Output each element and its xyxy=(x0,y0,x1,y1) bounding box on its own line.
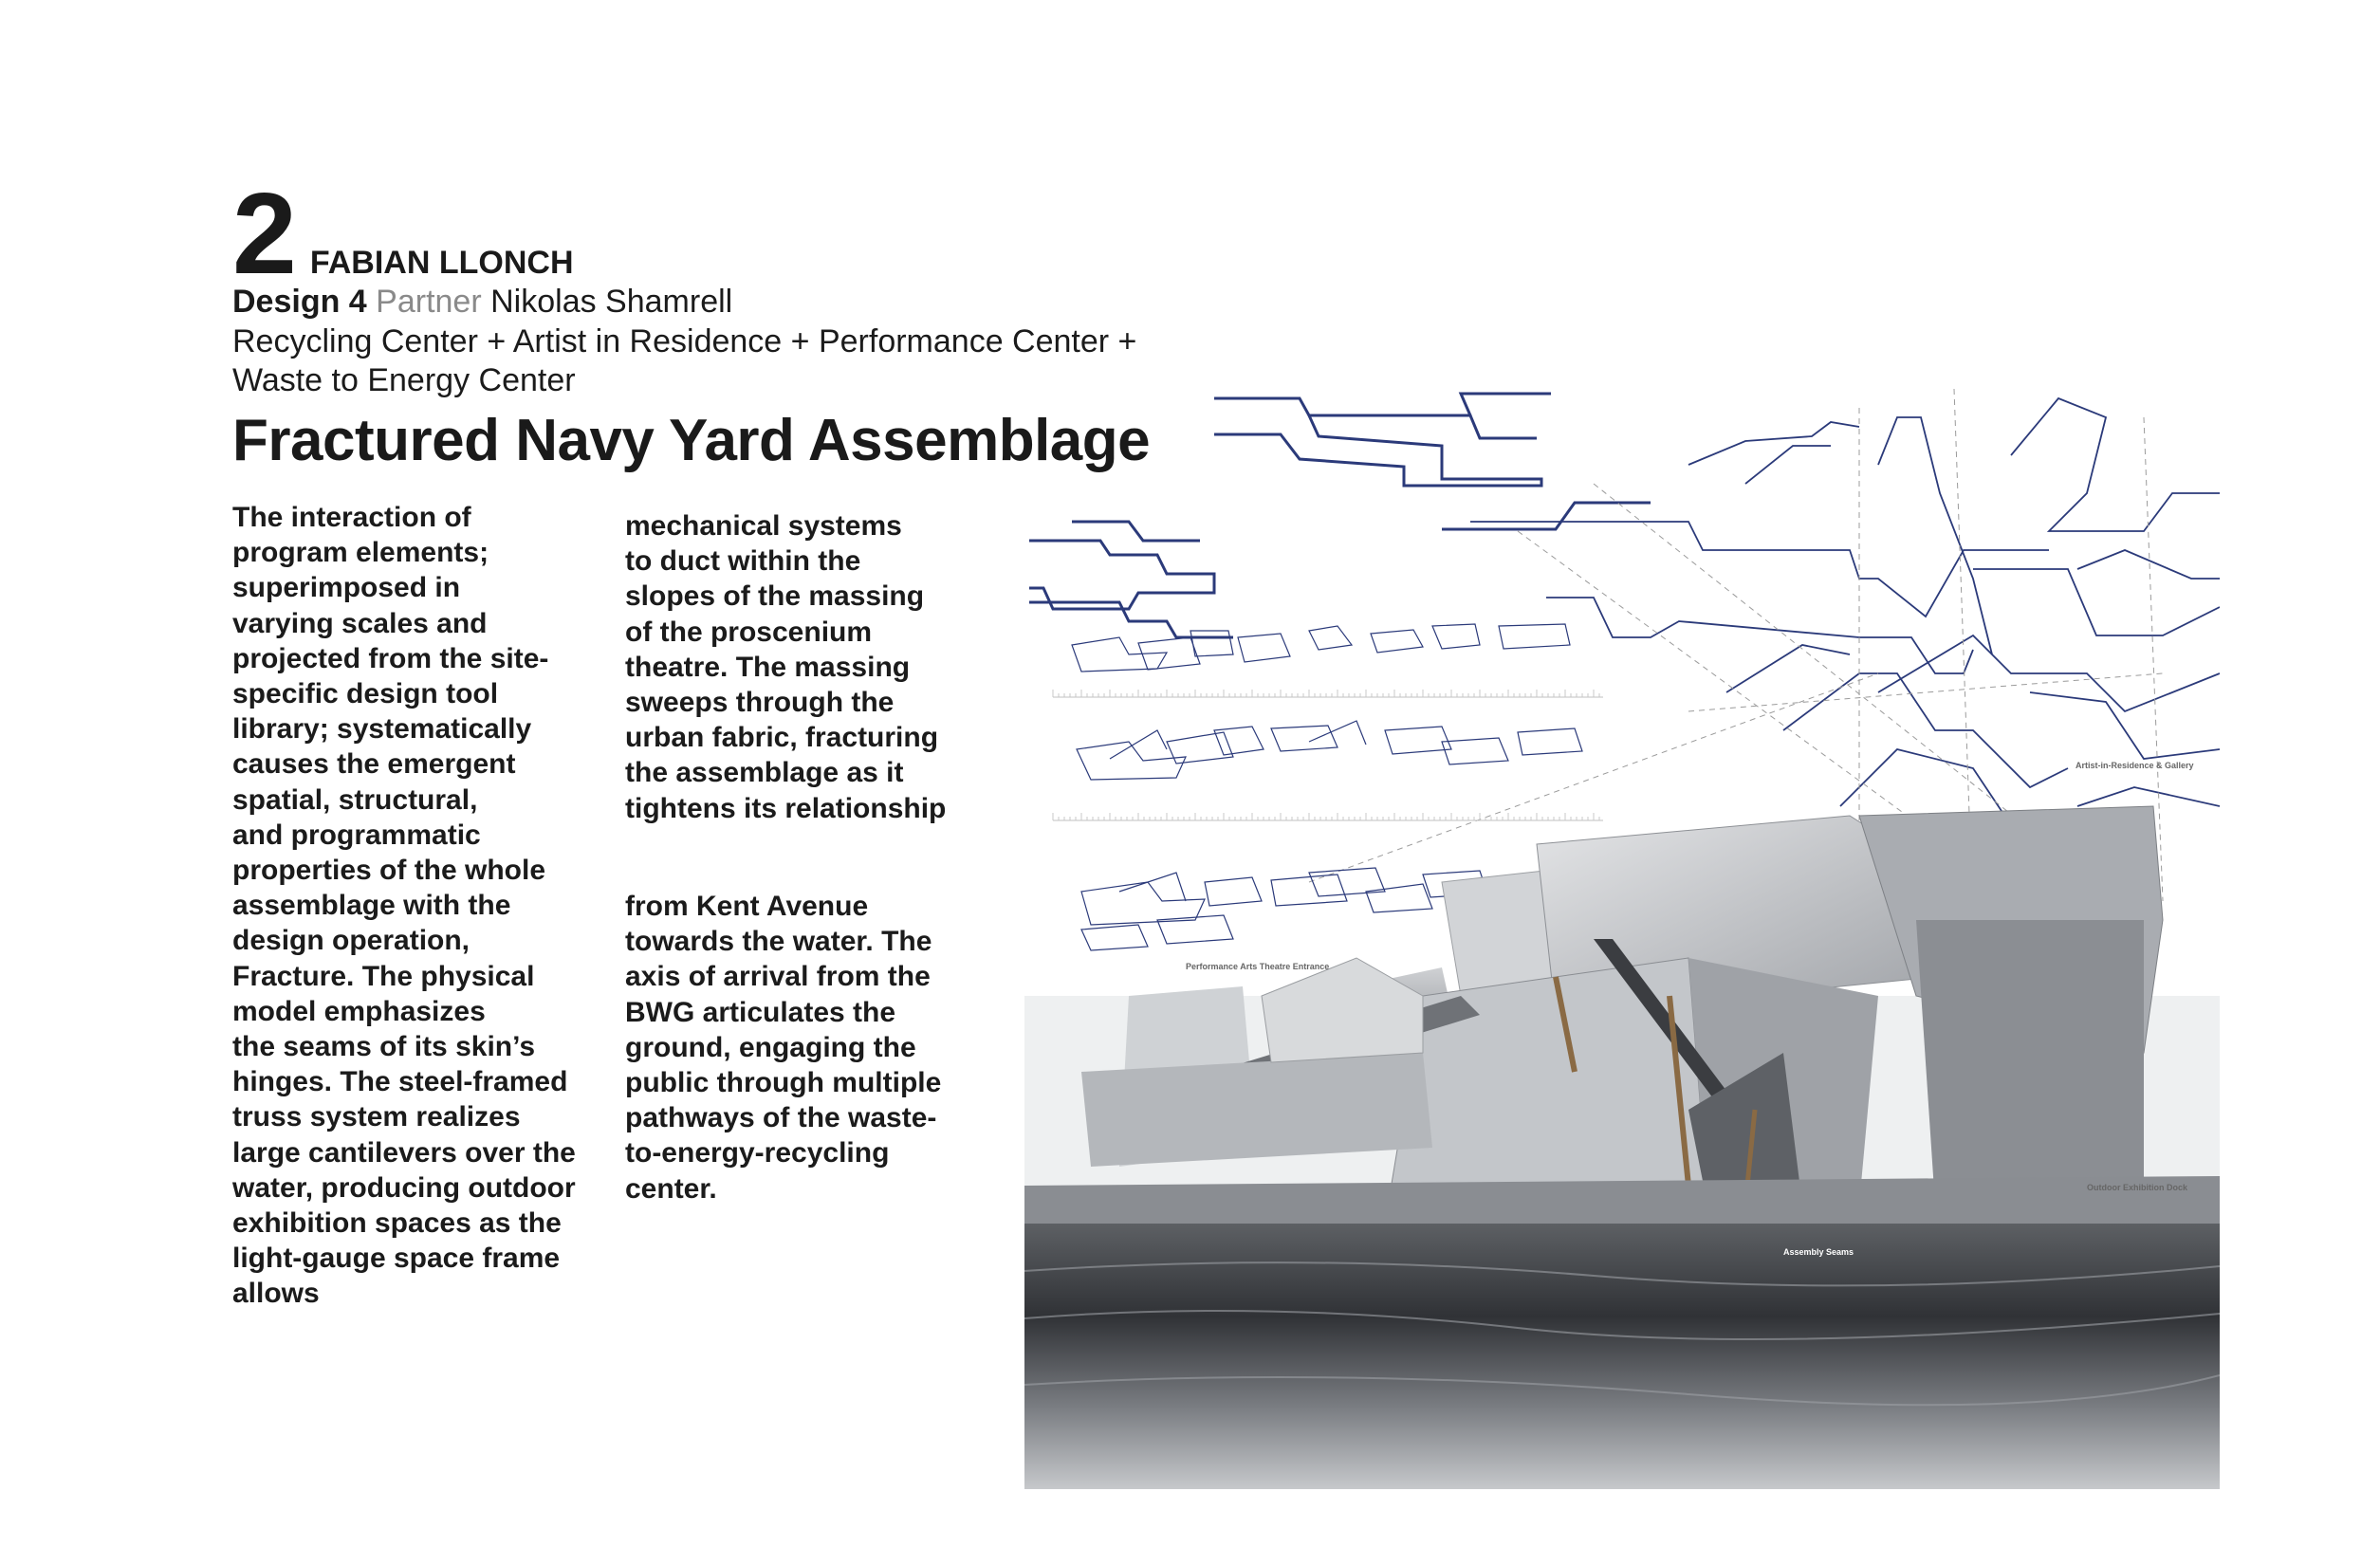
body-column-right-top: mechanical systems to duct within the slopes of the massing of the proscenium theatre. The massing sweeps through the urban fabric, fracturing the assemblage as it tightens its relationship xyxy=(625,510,947,824)
scale-rulers xyxy=(1053,697,1603,820)
diagram-linework xyxy=(1029,394,1651,637)
project-rendering xyxy=(1024,389,2220,1494)
label-exhibition-dock: Outdoor Exhibition Dock xyxy=(2087,1183,2187,1192)
program-description: Recycling Center + Artist in Residence + Performance Center + Waste to Energy Center xyxy=(232,323,1137,398)
partner-name: Nikolas Shamrell xyxy=(490,284,733,320)
partner-label: Partner xyxy=(376,284,482,320)
body-column-right-bottom: from Kent Avenue towards the water. The axis of arrival from the BWG articulates the ground, engaging the public through multiple pathways of the waste- to-energy-recycling center. xyxy=(625,891,942,1205)
author-name: FABIAN LLONCH xyxy=(309,245,574,281)
rendering-svg xyxy=(1024,389,2220,1494)
label-assembly-seams: Assembly Seams xyxy=(1783,1247,1854,1257)
building-massing xyxy=(1024,806,2220,1489)
design-studio: Design 4 xyxy=(232,284,367,320)
course-line xyxy=(232,281,1238,322)
title-row xyxy=(232,169,1238,298)
body-column-left: The interaction of program elements; superimposed in varying scales and projected from the site- specific design tool library; systematically causes the emergent spatial, structural, and programmatic properties of the whole assemblage with the design operation, Fracture. The physical model emphasizes the seams of its skin’s hinges. The steel-framed truss system realizes large cantilevers over the water, producing outdoor exhibition spaces as the light-gauge space frame allows xyxy=(232,502,576,1310)
label-artist-residence: Artist-in-Residence & Gallery xyxy=(2076,761,2194,770)
project-number: 2 xyxy=(232,169,293,298)
ruler-ticks xyxy=(1053,690,1599,820)
label-theatre-entrance: Performance Arts Theatre Entrance xyxy=(1186,962,1330,971)
project-title: Fractured Navy Yard Assemblage xyxy=(232,408,1151,473)
